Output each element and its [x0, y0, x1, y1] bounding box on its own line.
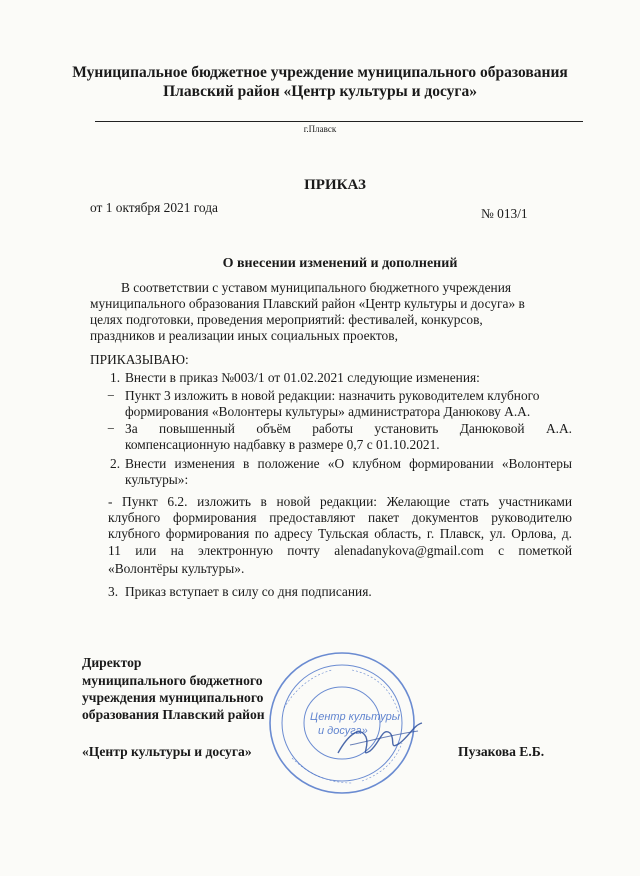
signatory-org-line-4: «Центр культуры и досуга» [82, 744, 252, 759]
preamble-line-2: муниципального образования Плавский район «Центр культуры и досуга» в [90, 296, 525, 311]
preamble-line-4: праздников и реализации иных социальных проектов, [90, 328, 398, 343]
item-3-number: 3. [108, 584, 119, 599]
seal-center-line-1: Центр культуры [310, 711, 400, 723]
bullet-1-mark: − [107, 388, 115, 403]
item-1-number: 1. [110, 370, 121, 385]
point-line-2: клубного формирования предоставляют пакет документов руководителю [108, 510, 572, 525]
org-name-line-2: Плавский район «Центр культуры и досуга» [163, 83, 477, 100]
header-divider [95, 121, 583, 122]
org-name-line-1: Муниципальное бюджетное учреждение муниципального образования [72, 64, 568, 81]
signatory-org-line-3: образования Плавский район [82, 707, 265, 722]
document-title: ПРИКАЗ [304, 177, 366, 193]
signatory-org-line-1: муниципального бюджетного [82, 673, 263, 688]
order-subject: О внесении изменений и дополнений [222, 256, 458, 271]
bullet-1-line-2: формирования «Волонтеры культуры» администратора Данюкову А.А. [125, 404, 531, 419]
bullet-2-line-2: компенсационную надбавку в размере 0,7 с 01.10.2021. [125, 437, 440, 452]
signatory-name: Пузакова Е.Б. [458, 744, 545, 759]
seal-center-line-2: и досуга» [318, 725, 368, 737]
point-line-3: клубного формирования по адресу Тульская область, г. Плавск, ул. Орлова, д. [108, 526, 572, 541]
bullet-2-line-1: За повышенный объём работы установить Данюковой А.А. [125, 421, 572, 436]
item-2-line-2: культуры»: [125, 472, 189, 487]
point-line-1: - Пункт 6.2. изложить в новой редакции: Желающие стать участниками [108, 494, 572, 509]
point-line-4: 11 или на электронную почту alenadanykova@gmail.com с пометкой [108, 543, 572, 558]
item-2-line-1: Внести изменения в положение «О клубном формировании «Волонтеры [125, 456, 572, 471]
signatory-org-line-2: учреждения муниципального [82, 690, 264, 705]
point-line-5: «Волонтёры культуры». [108, 561, 245, 576]
order-number: № 013/1 [481, 206, 528, 221]
bullet-1-line-1: Пункт 3 изложить в новой редакции: назначить руководителем клубного [125, 388, 540, 403]
preamble-line-1: В соответствии с уставом муниципального бюджетного учреждения [121, 280, 512, 295]
preamble-line-3: целях подготовки, проведения мероприятий: фестивалей, конкурсов, [90, 312, 483, 327]
directive: ПРИКАЗЫВАЮ: [90, 352, 189, 367]
item-1-text: Внести в приказ №003/1 от 01.02.2021 следующие изменения: [125, 370, 480, 385]
order-date: от 1 октября 2021 года [90, 200, 218, 215]
signatory-title: Директор [82, 655, 142, 670]
city-label: г.Плавск [303, 124, 337, 134]
item-2-number: 2. [110, 456, 121, 471]
bullet-2-mark: − [107, 421, 115, 436]
item-3-text: Приказ вступает в силу со дня подписания. [125, 584, 372, 599]
handwritten-signature [330, 705, 430, 775]
